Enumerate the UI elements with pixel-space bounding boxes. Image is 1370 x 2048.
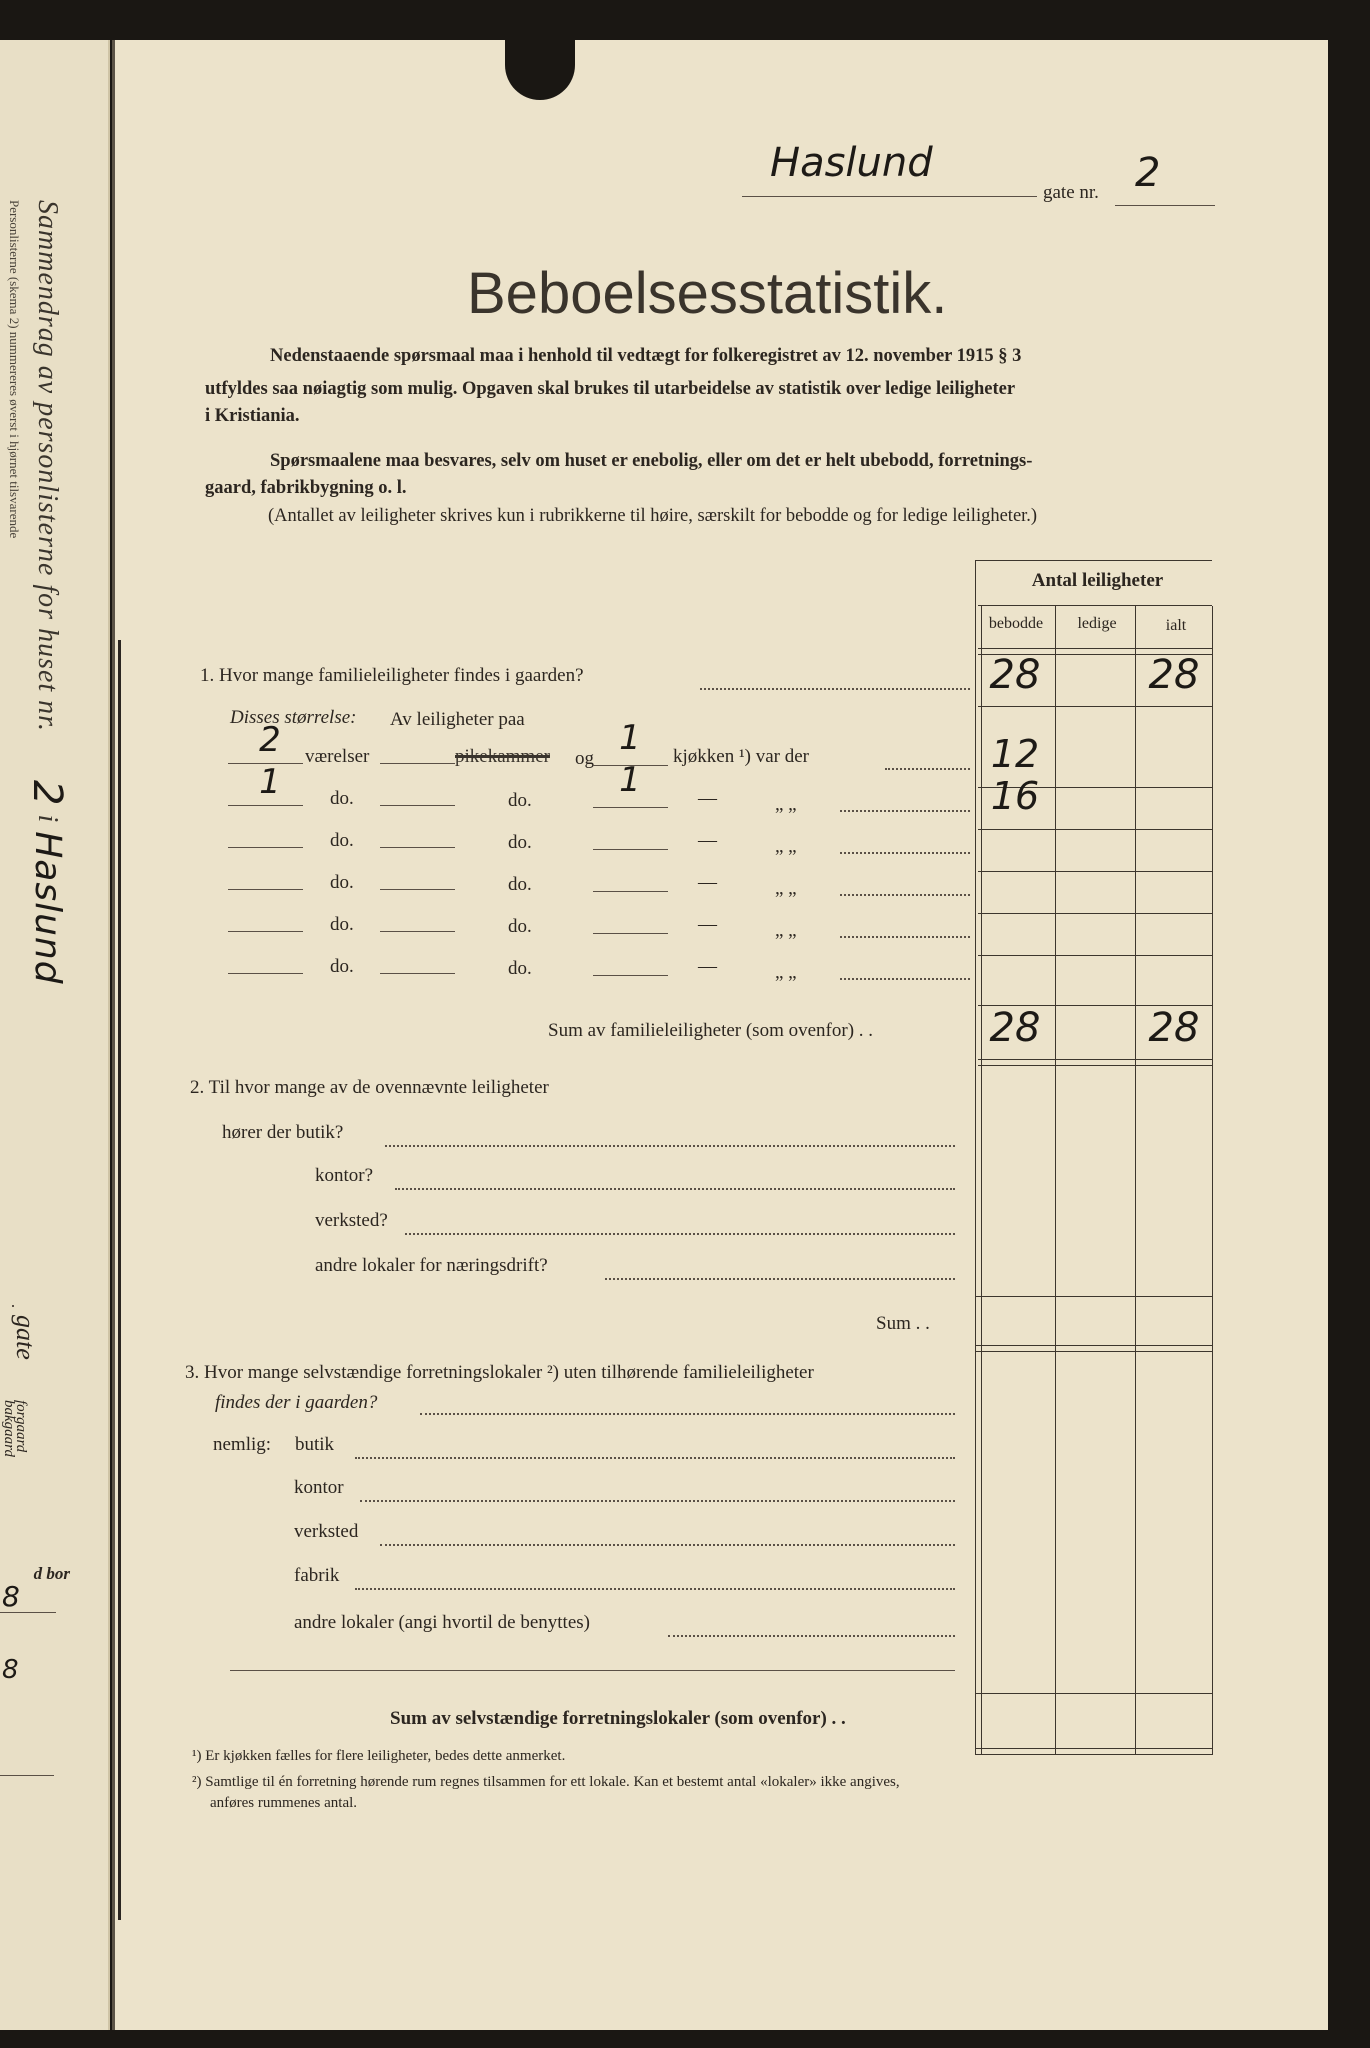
size-row-kitchen-label: — — [698, 788, 717, 809]
q3-write-line — [230, 1670, 955, 1671]
table-group-rule — [978, 605, 1212, 606]
q3-item-fabrik: fabrik — [294, 1565, 340, 1586]
q2-item-kontor: kontor? — [315, 1165, 374, 1186]
header-gate-line — [1115, 205, 1215, 206]
size-row-rooms-label: værelser — [305, 746, 370, 767]
row-sep-sum2-double — [975, 1351, 1212, 1352]
size-row-kitchen-line — [593, 975, 668, 976]
size-row-rooms-label: do. — [330, 872, 354, 893]
size-row-og: og — [575, 748, 594, 769]
q1-sizes-suffix: Av leiligheter paa — [390, 709, 525, 730]
left-bottom-line — [0, 1775, 54, 1776]
left-gate-label: gate — [11, 1315, 40, 1360]
q2-label: 2. Til hvor mange av de ovennævnte leiligheter — [190, 1077, 549, 1098]
size-row-kitchen-line — [593, 891, 668, 892]
q1-label — [200, 665, 584, 687]
left-bottom-value: 8 — [2, 1655, 19, 1685]
left-bakgaard-label: bakgaard — [1, 1400, 17, 1457]
q2-dots-kontor — [395, 1188, 955, 1190]
col-header-bebodde: bebodde — [988, 615, 1044, 632]
left-instruction-text: Personlisterne (skema 2) nummereres øverst i hjørnet tilsvarende — [7, 200, 22, 539]
size-row-dots — [885, 768, 970, 770]
size-row-dots — [840, 852, 970, 854]
size-row-rooms-value: 2 — [259, 720, 281, 760]
size-row-rooms-label: do. — [330, 788, 354, 809]
q1-bebodde-value: 28 — [989, 652, 1041, 698]
footnote-2-line1: ²) Samtlige til én forretning hørende rum regnes tilsammen for ett lokale. Kan et bestemt antal «lokaler» ikke angives, — [192, 1774, 900, 1790]
size-row-og: do. — [508, 790, 532, 811]
size-row-og: do. — [508, 874, 532, 895]
size-row-dots — [840, 936, 970, 938]
size-row-dots — [840, 978, 970, 980]
row-sep-3 — [978, 871, 1212, 872]
size-row-mid-line — [380, 889, 455, 890]
size-row-ditto: „ „ — [775, 794, 797, 815]
left-bor-value: 8 — [2, 1580, 20, 1613]
q3-dots-andre — [668, 1635, 955, 1637]
size-row-og: do. — [508, 832, 532, 853]
intro-p1-line2: utfyldes saa nøiagtig som mulig. Opgaven skal brukes til utarbeidelse av statistik over ledige leiligheter — [205, 379, 1016, 399]
size-row-rooms-line — [228, 931, 303, 932]
q2-sum-label: Sum . . — [876, 1313, 930, 1334]
q3-dots-butik — [355, 1457, 955, 1459]
size-row-mid-line — [380, 973, 455, 974]
left-title-text: Sammendrag av personlisterne for huset nr. — [32, 200, 63, 732]
size-row-rooms-label: do. — [330, 914, 354, 935]
table-col-line-3 — [1135, 606, 1136, 1755]
q2-item-verksted: verksted? — [315, 1210, 388, 1231]
size-row-ditto: „ „ — [775, 878, 797, 899]
size-row-mid-line — [380, 763, 455, 764]
size-row-kitchen-label: kjøkken ¹) var der — [673, 746, 810, 767]
size-row-kitchen-line — [593, 933, 668, 934]
q1-sum-label: Sum av familieleiligheter (som ovenfor) . . — [548, 1020, 874, 1041]
header-street-name: Haslund — [770, 140, 933, 186]
q3-label-line2: findes der i gaarden? — [215, 1392, 378, 1413]
footnote-2-line2: anføres rummenes antal. — [210, 1795, 358, 1811]
size-row-kitchen-label: — — [698, 872, 717, 893]
q1-dots — [700, 688, 970, 690]
q2-dots-andre — [605, 1278, 955, 1280]
q3-dots-fabrik — [355, 1588, 955, 1590]
row-sep-q3 — [975, 1693, 1212, 1694]
intro-p3: (Antallet av leiligheter skrives kun i rubrikkerne til høire, særskilt for bebodde og for ledige leiligheter.) — [268, 506, 1038, 526]
left-forgaard-label: forgaard — [13, 1400, 29, 1453]
left-i-label: i — [32, 814, 63, 824]
intro-p2-line2: gaard, fabrikbygning o. l. — [205, 478, 407, 498]
intro-p1-line3: i Kristiania. — [205, 406, 300, 426]
q2-dots-verksted — [405, 1233, 955, 1235]
q1-ialt-value: 28 — [1148, 652, 1200, 698]
row-sep-sum1-double — [978, 1065, 1212, 1066]
size-row-kitchen-line — [593, 849, 668, 850]
q3-dots-gaarden — [420, 1413, 955, 1415]
table-col-line-0 — [975, 560, 976, 1755]
q2-item-andre: andre lokaler for næringsdrift? — [315, 1255, 548, 1276]
size-row-kitchen-label: — — [698, 914, 717, 935]
col-header-ledige: ledige — [1077, 615, 1117, 632]
q3-item-andre: andre lokaler (angi hvortil de benyttes) — [294, 1612, 590, 1633]
size-row-mid-line — [380, 847, 455, 848]
col-header-ialt: ialt — [1165, 617, 1187, 634]
header-street-line — [742, 196, 1037, 197]
size-row-rooms-line — [228, 889, 303, 890]
q1-sum-bebodde: 28 — [989, 1005, 1041, 1051]
size-row-og: do. — [508, 958, 532, 979]
size-row-ditto: „ „ — [775, 836, 797, 857]
page-notch — [505, 30, 575, 100]
size-row-kitchen-label: — — [698, 956, 717, 977]
row-sep-4 — [978, 913, 1212, 914]
table-group-header: Antal leiligheter — [1031, 570, 1164, 591]
row-sep-q2 — [975, 1296, 1212, 1297]
col-header-rule — [978, 648, 1212, 649]
footnote-1: ¹) Er kjøkken fælles for flere leiligheter, bedes dette anmerket. — [192, 1748, 566, 1764]
header-gate-nr-label: gate nr. — [1043, 182, 1099, 203]
q3-dots-verksted — [380, 1544, 955, 1546]
size-row-kitchen-label: — — [698, 830, 717, 851]
size-row-kitchen-value: 1 — [619, 718, 641, 758]
page-title: Beboelsesstatistik. — [467, 261, 948, 326]
table-top-rule — [975, 560, 1212, 561]
left-bor-line — [0, 1612, 56, 1613]
row-sep-q1 — [978, 706, 1212, 707]
q3-sum-label: Sum av selvstændige forretningslokaler (som ovenfor) . . — [390, 1708, 846, 1729]
size-row-rooms-line — [228, 847, 303, 848]
q3-item-verksted: verksted — [294, 1521, 359, 1542]
row-sep-sum3-double — [975, 1754, 1212, 1755]
q1-label-text: 1. Hvor mange familieleiligheter findes i gaarden? — [200, 665, 584, 686]
q3-dots-kontor — [360, 1500, 955, 1502]
q1-sizes-label: Disses størrelse: — [230, 707, 357, 728]
row-sep-sum2 — [975, 1345, 1212, 1346]
q2-dots-butik — [385, 1145, 955, 1147]
q3-label-line1: 3. Hvor mange selvstændige forretningslokaler ²) uten tilhørende familieleiligheter — [185, 1362, 814, 1383]
size-row-ditto: „ „ — [775, 962, 797, 983]
row-sep-sum3 — [975, 1748, 1212, 1749]
q3-item-butik: butik — [295, 1434, 335, 1455]
size-row-rooms-value: 1 — [259, 762, 281, 802]
left-bor-label: d bor — [33, 1564, 70, 1583]
left-street-name: Haslund — [27, 831, 68, 985]
size-row-dots — [840, 810, 970, 812]
row-sep-2 — [978, 829, 1212, 830]
q3-nemlig: nemlig: — [213, 1434, 272, 1455]
intro-p2-line1: Spørsmaalene maa besvares, selv om huset er enebolig, eller om det er helt ubebodd, forretnings- — [270, 451, 1033, 471]
size-row-kitchen-line — [593, 807, 668, 808]
size-row-mid-line — [380, 805, 455, 806]
size-row-rooms-line — [228, 805, 303, 806]
q1-sum-ialt: 28 — [1148, 1005, 1200, 1051]
intro-p1-line1: Nedenstaaende spørsmaal maa i henhold til vedtægt for folkeregistret av 12. november 1915 § 3 — [270, 346, 1022, 366]
q3-item-kontor: kontor — [294, 1477, 344, 1498]
size-row-mid-line — [380, 931, 455, 932]
left-house-number: 2 — [24, 779, 70, 807]
row-sep-5 — [978, 955, 1212, 956]
left-dots — [12, 1305, 14, 1307]
size-row-rooms-label: do. — [330, 956, 354, 977]
header-gate-number: 2 — [1135, 150, 1161, 196]
q2-item-butik: hører der butik? — [222, 1122, 344, 1143]
table-col-line-2 — [1055, 606, 1056, 1755]
size-row-kitchen-value: 1 — [619, 760, 641, 800]
size-row-rooms-label: do. — [330, 830, 354, 851]
size-row-bebodde-value: 12 — [990, 732, 1040, 776]
size-row-rooms-line — [228, 973, 303, 974]
size-row-dots — [840, 894, 970, 896]
table-col-line-4 — [1212, 606, 1213, 1755]
row-sep-sum1 — [978, 1059, 1212, 1060]
size-row-bebodde-value: 16 — [990, 774, 1040, 818]
page-fold-line — [118, 640, 121, 1920]
size-row-ditto: „ „ — [775, 920, 797, 941]
size-row-og: do. — [508, 916, 532, 937]
size-row-struck-word: pikekammer — [455, 746, 550, 767]
